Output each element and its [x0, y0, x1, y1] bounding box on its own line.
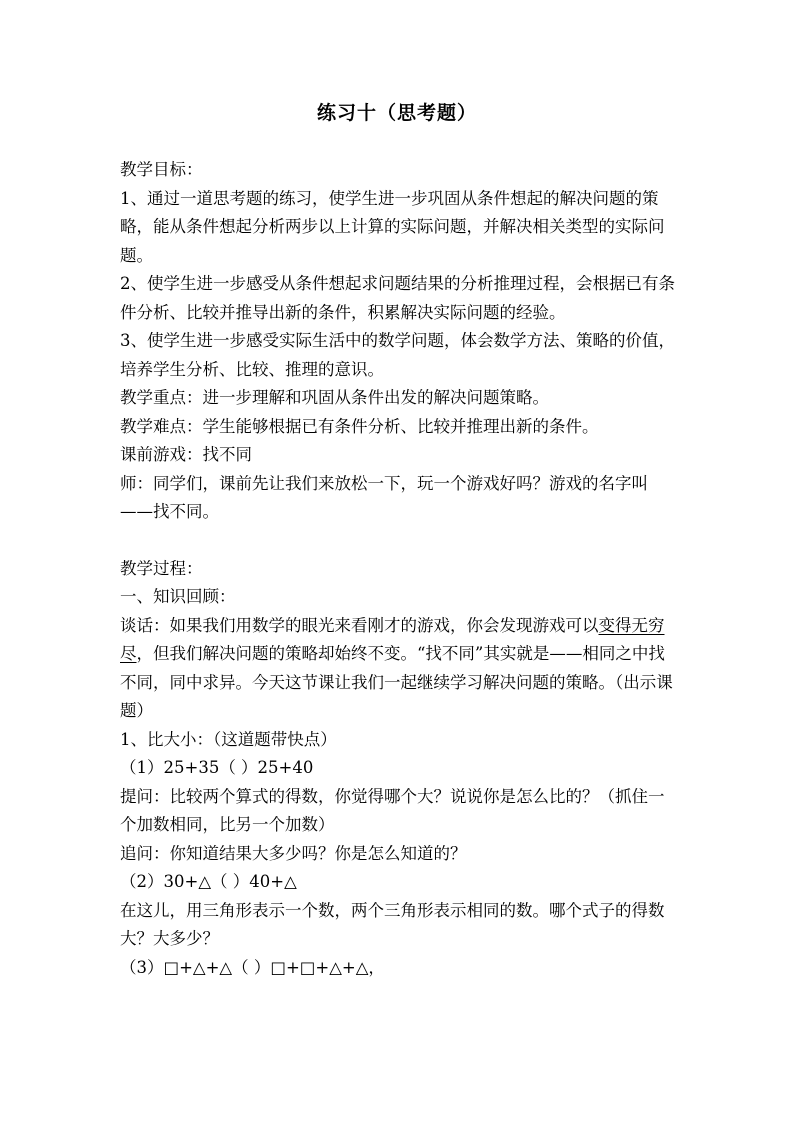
question-1: （1）25+35（ ）25+40	[120, 758, 314, 777]
explain: 在这儿，用三角形表示一个数，两个三角形表示相同的数。哪个式子的得数大？大多少？	[120, 900, 665, 948]
ask-1: 提问：比较两个算式的得数，你觉得哪个大？说说你是怎么比的？（抓住一个加数相同，比另一个加数）	[120, 786, 665, 834]
objectives-heading: 教学目标：	[120, 160, 203, 179]
objective-1: 1、通过一道思考题的练习，使学生进一步巩固从条件想起的解决问题的策略，能从条件想起分析两步以上计算的实际问题，并解决相关类型的实际问题。	[120, 188, 665, 265]
question-3: （3）□+△+△（ ）□+□+△+△，	[120, 957, 385, 977]
game-heading: 课前游戏：找不同	[120, 445, 252, 464]
ask-2: 追问：你知道结果大多少吗？你是怎么知道的？	[120, 843, 467, 863]
page-title: 练习十（思考题）	[316, 102, 477, 124]
document-body	[120, 156, 680, 982]
talk-underlined: 变得无穷尽	[120, 615, 665, 663]
process-heading: 教学过程：	[120, 558, 203, 578]
compare-heading: 1、比大小：（这道题带快点）	[120, 729, 337, 749]
blank-line	[120, 527, 680, 555]
talk-part-2: ，但我们解决问题的策略却始终不变。“找不同”其实就是——相同之中找不同，同中求异。今天这节课让我们一起继续学习解决问题的策略。（出示课题）	[120, 644, 673, 720]
talk-part-1: 谈话：如果我们用数学的眼光来看刚才的游戏，你会发现游戏可以	[120, 615, 599, 635]
objective-2: 2、使学生进一步感受从条件想起求问题结果的分析推理过程，会根据已有条件分析、比较并推导出新的条件，积累解决实际问题的经验。	[120, 274, 675, 322]
key-point: 教学重点：进一步理解和巩固从条件出发的解决问题策略。	[120, 388, 549, 407]
talk-paragraph	[120, 612, 680, 726]
difficulty: 教学难点：学生能够根据已有条件分析、比较并推理出新的条件。	[120, 416, 599, 436]
teacher-line: 师：同学们，课前先让我们来放松一下，玩一个游戏好吗？游戏的名字叫——找不同。	[120, 473, 648, 521]
objective-3: 3、使学生进一步感受实际生活中的数学问题，体会数学方法、策略的价值，培养学生分析、比较、推理的意识。	[120, 331, 675, 379]
question-2: （2）30+△（ ）40+△	[120, 872, 297, 891]
review-heading: 一、知识回顾：	[120, 587, 236, 606]
